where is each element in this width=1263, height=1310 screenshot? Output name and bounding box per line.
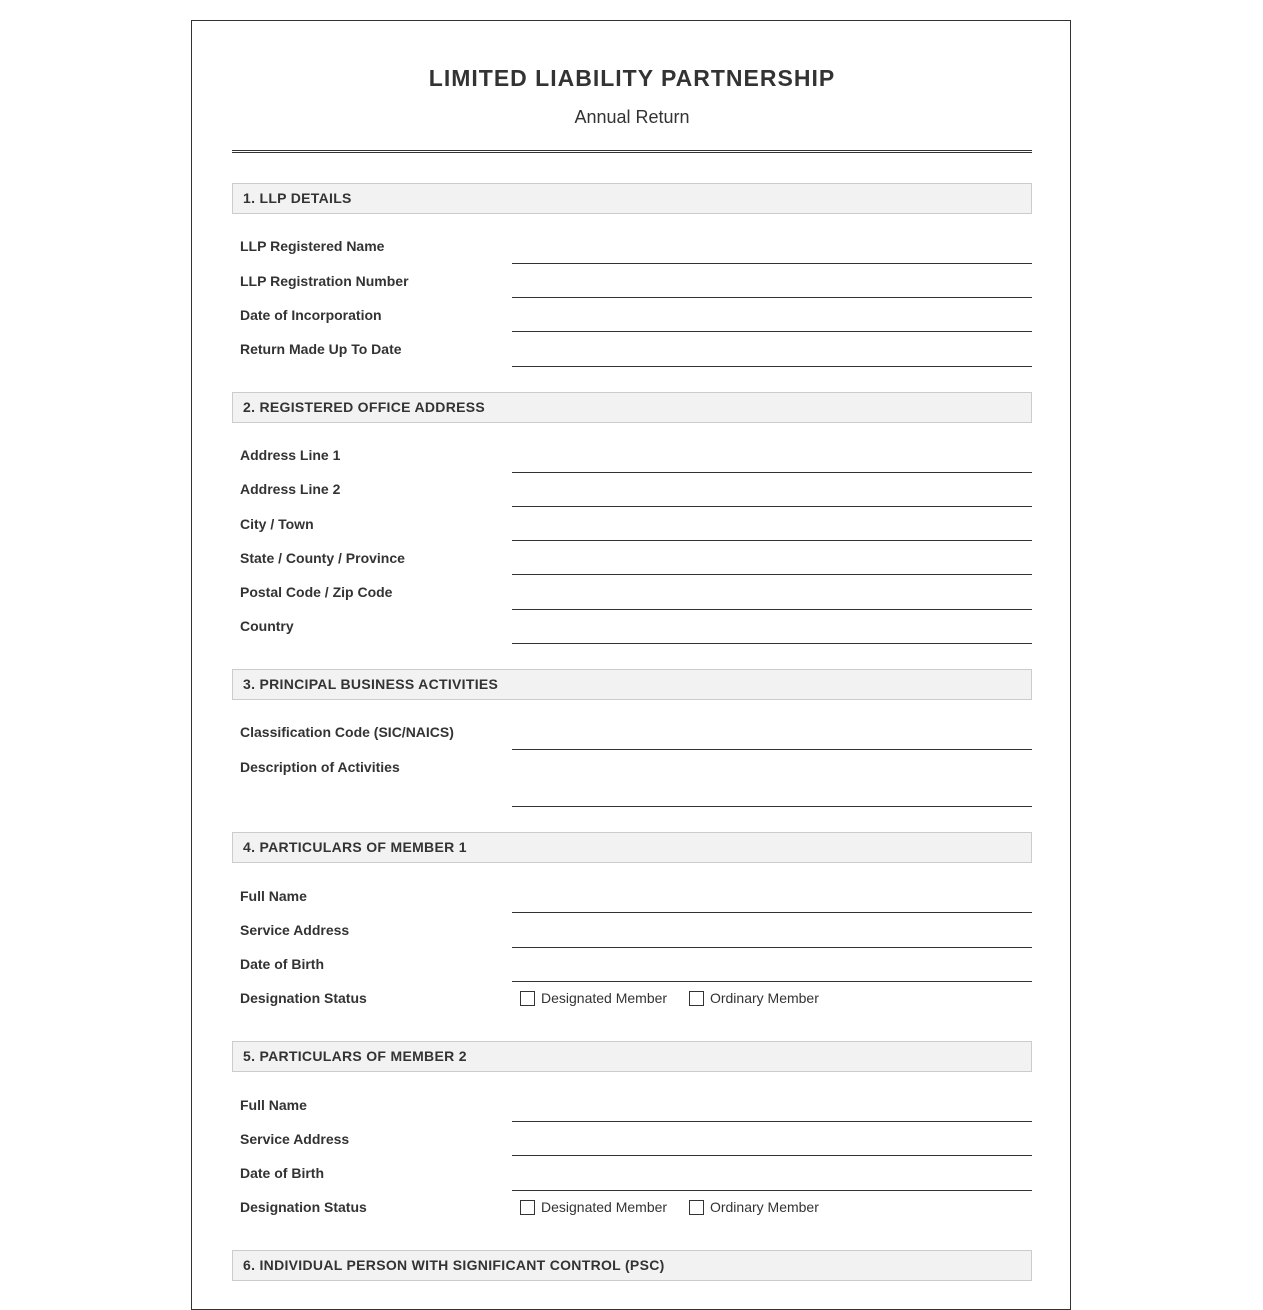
field-label-llp-registration-number: LLP Registration Number: [240, 273, 409, 289]
member1-service-address-input[interactable]: [512, 947, 1032, 948]
field-label-description-of-activities: Description of Activities: [240, 759, 400, 775]
description-of-activities-input[interactable]: [512, 806, 1032, 807]
field-label-member1-designation-status: Designation Status: [240, 990, 367, 1006]
country-input[interactable]: [512, 643, 1032, 644]
member2-full-name-input[interactable]: [512, 1121, 1032, 1122]
member2-date-of-birth-input[interactable]: [512, 1190, 1032, 1191]
address-line-2-input[interactable]: [512, 506, 1032, 507]
member1-ordinary-member-option[interactable]: [689, 990, 819, 1006]
member1-ordinary-member-checkbox[interactable]: [689, 991, 704, 1006]
form-subtitle: Annual Return: [574, 107, 690, 127]
member2-designated-member-label: Designated Member: [541, 1199, 668, 1215]
field-label-classification-code: Classification Code (SIC/NAICS): [240, 724, 454, 740]
field-label-member2-designation-status: Designation Status: [240, 1199, 367, 1215]
field-label-postal-code: Postal Code / Zip Code: [240, 584, 393, 600]
field-label-city-town: City / Town: [240, 516, 314, 532]
llp-registration-number-input[interactable]: [512, 297, 1032, 298]
field-label-member2-service-address: Service Address: [240, 1131, 350, 1147]
field-label-return-made-up-to-date: Return Made Up To Date: [240, 341, 402, 357]
form-title: LIMITED LIABILITY PARTNERSHIP: [428, 65, 836, 91]
section-2-heading: 2. REGISTERED OFFICE ADDRESS: [232, 392, 1032, 423]
section-3-heading: 3. PRINCIPAL BUSINESS ACTIVITIES: [232, 669, 1032, 700]
member2-ordinary-member-label: Ordinary Member: [709, 1199, 819, 1215]
field-label-member2-date-of-birth: Date of Birth: [240, 1165, 324, 1181]
member1-date-of-birth-input[interactable]: [512, 981, 1032, 982]
member2-ordinary-member-option[interactable]: [689, 1199, 819, 1215]
llp-registered-name-input[interactable]: [512, 263, 1032, 264]
member2-ordinary-member-checkbox[interactable]: [689, 1200, 704, 1215]
field-label-address-line-2: Address Line 2: [240, 481, 341, 497]
field-label-date-of-incorporation: Date of Incorporation: [240, 307, 382, 323]
form-page: [191, 20, 1071, 1310]
section-1-heading: 1. LLP DETAILS: [232, 183, 1032, 214]
field-label-member1-full-name: Full Name: [240, 888, 307, 904]
field-label-member1-date-of-birth: Date of Birth: [240, 956, 324, 972]
member1-full-name-input[interactable]: [512, 912, 1032, 913]
field-label-country: Country: [240, 618, 294, 634]
section-4-heading: 4. PARTICULARS OF MEMBER 1: [232, 832, 1032, 863]
city-town-input[interactable]: [512, 540, 1032, 541]
return-made-up-to-date-input[interactable]: [512, 366, 1032, 367]
member2-designated-member-option[interactable]: [520, 1199, 667, 1215]
field-label-llp-registered-name: LLP Registered Name: [240, 238, 385, 254]
member1-designated-member-checkbox[interactable]: [520, 991, 535, 1006]
member1-ordinary-member-label: Ordinary Member: [709, 990, 819, 1006]
section-5-heading: 5. PARTICULARS OF MEMBER 2: [232, 1041, 1032, 1072]
classification-code-input[interactable]: [512, 749, 1032, 750]
member2-designation-options: [520, 1199, 837, 1218]
postal-code-input[interactable]: [512, 609, 1032, 610]
field-label-member2-full-name: Full Name: [240, 1097, 307, 1113]
member2-designated-member-checkbox[interactable]: [520, 1200, 535, 1215]
member1-designation-options: [520, 990, 837, 1009]
field-label-state-county-province: State / County / Province: [240, 550, 405, 566]
date-of-incorporation-input[interactable]: [512, 331, 1032, 332]
field-label-address-line-1: Address Line 1: [240, 447, 341, 463]
header-divider: [232, 150, 1032, 153]
member2-service-address-input[interactable]: [512, 1155, 1032, 1156]
state-county-province-input[interactable]: [512, 574, 1032, 575]
section-6-heading: 6. INDIVIDUAL PERSON WITH SIGNIFICANT CONTROL (PSC): [232, 1250, 1032, 1281]
member1-designated-member-option[interactable]: [520, 990, 667, 1006]
field-label-member1-service-address: Service Address: [240, 922, 350, 938]
member1-designated-member-label: Designated Member: [541, 990, 668, 1006]
address-line-1-input[interactable]: [512, 472, 1032, 473]
